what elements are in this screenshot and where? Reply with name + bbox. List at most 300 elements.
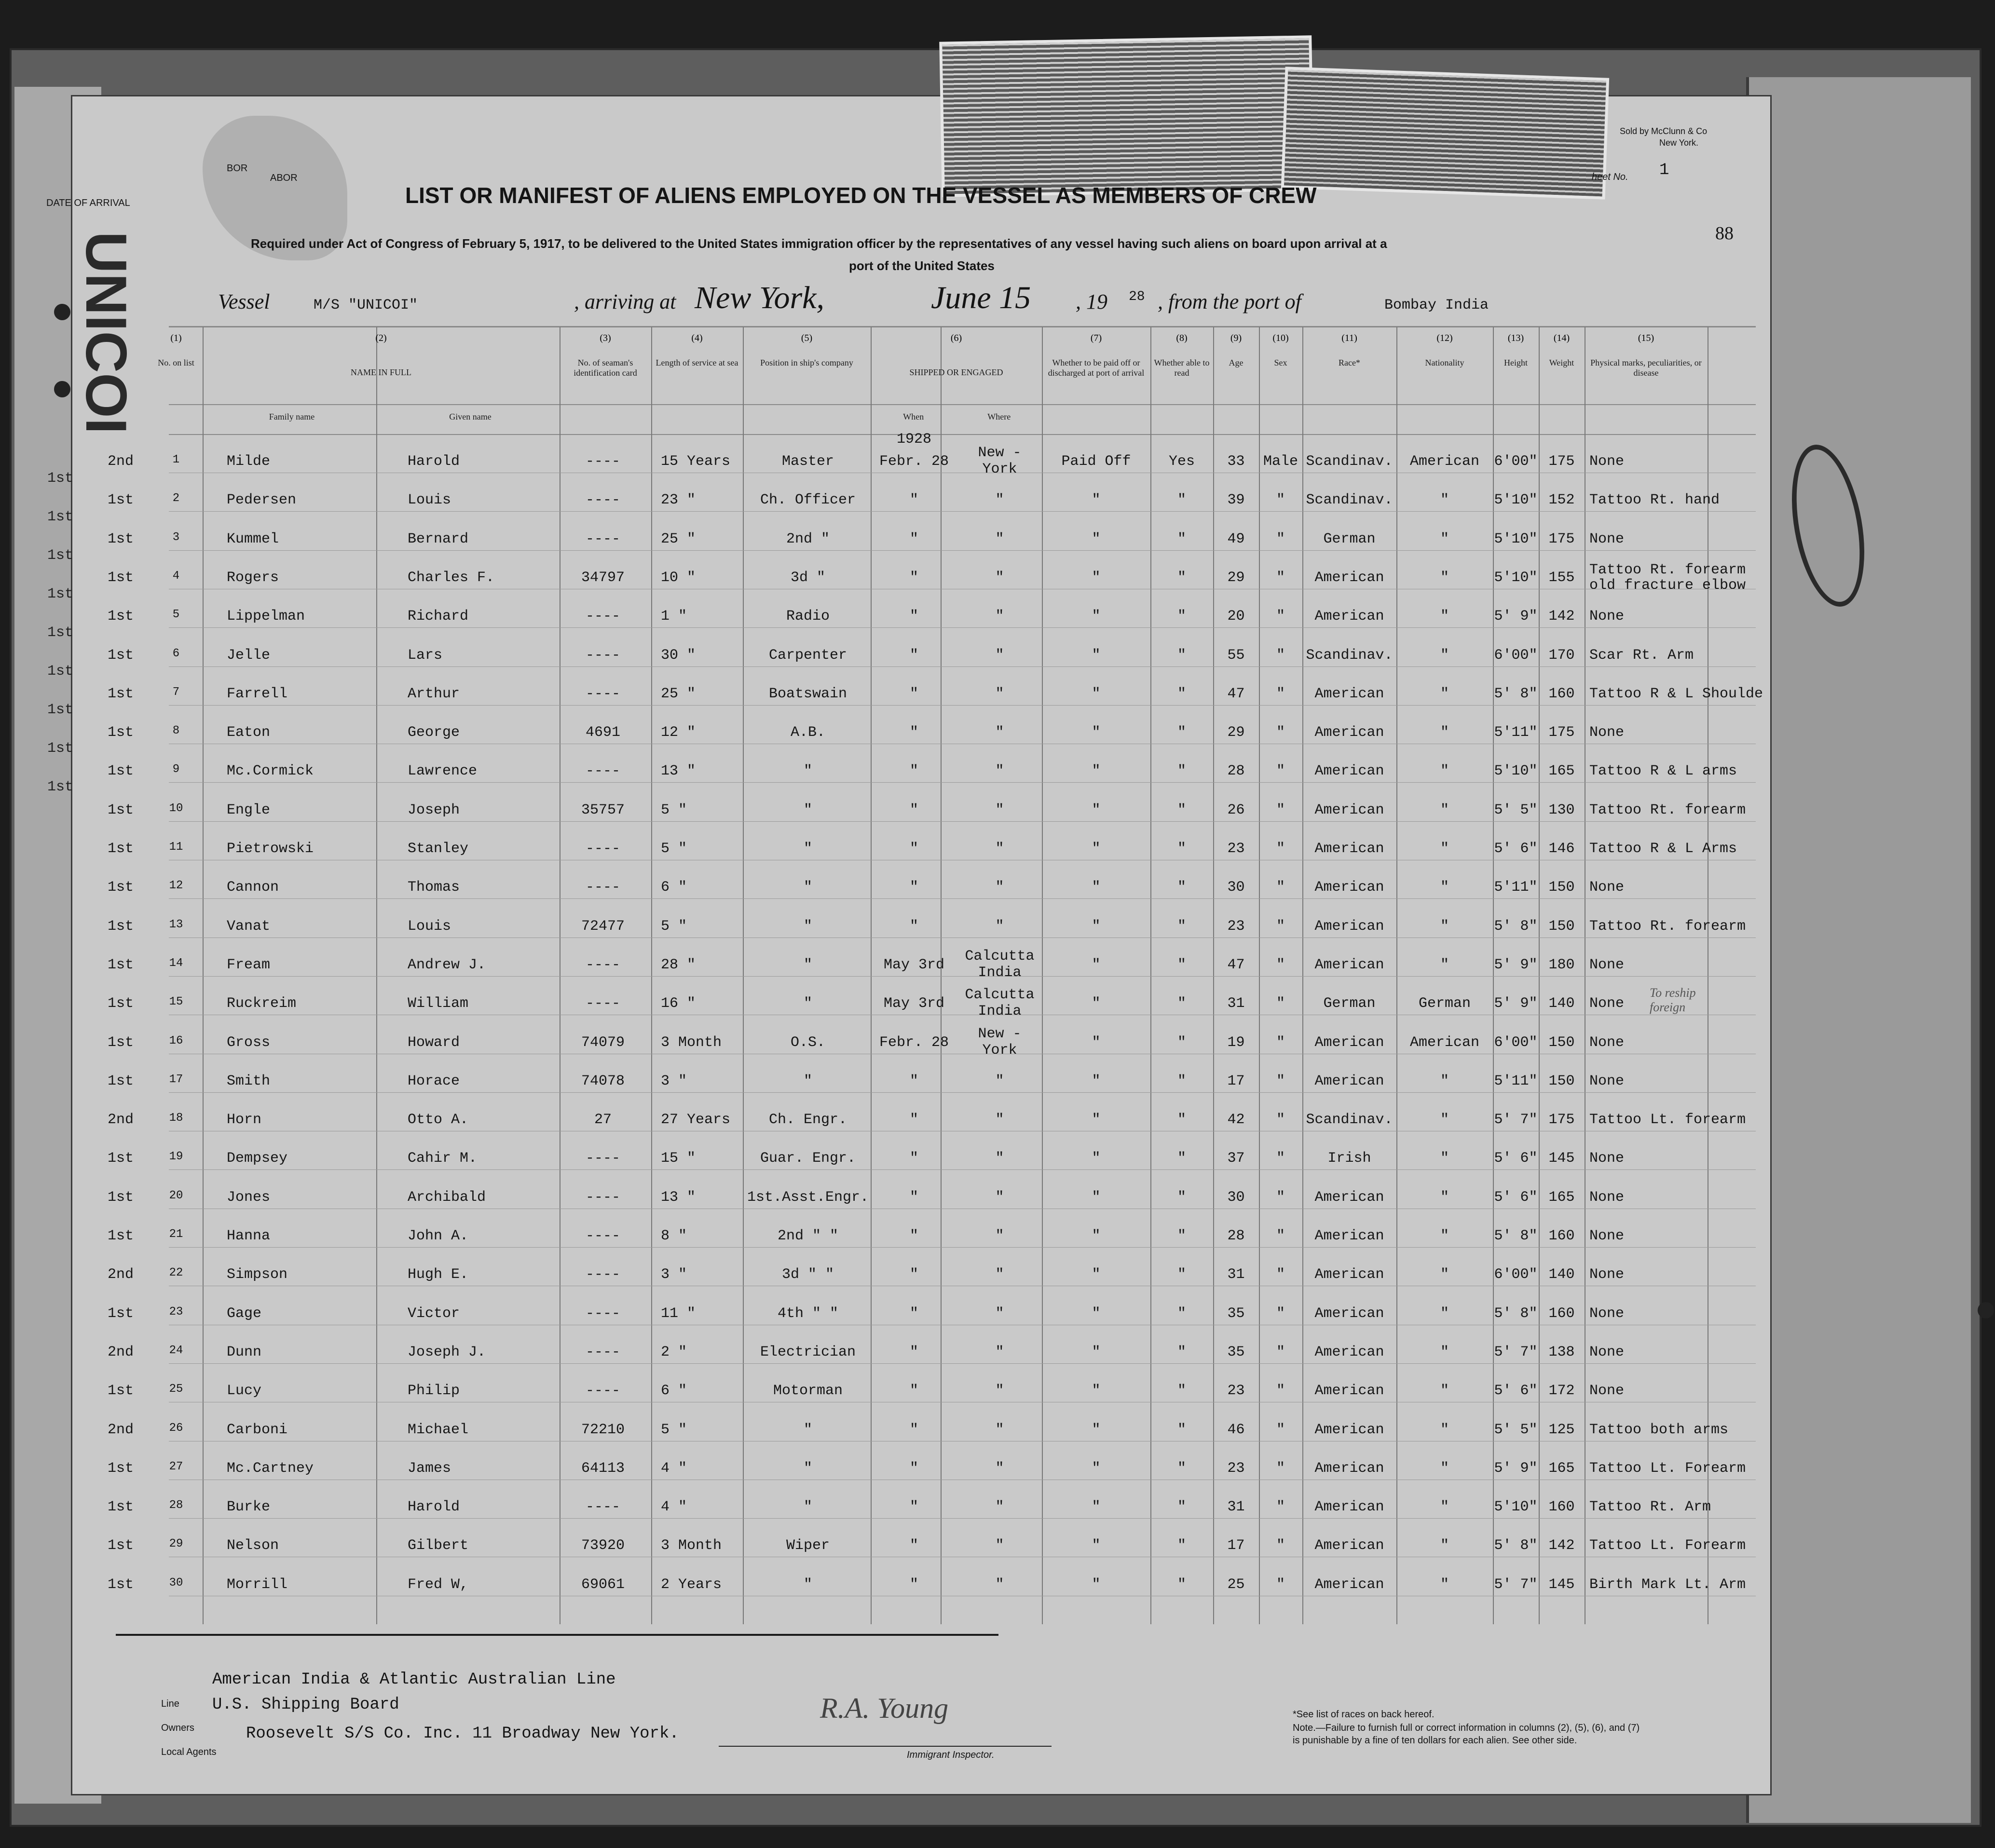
cell-when: "	[909, 1344, 918, 1360]
cell-where: "	[995, 1576, 1004, 1593]
cell-where: "	[995, 1266, 1004, 1283]
cell-weight: 138	[1548, 1344, 1575, 1360]
cell-position: 4th " "	[777, 1305, 839, 1322]
cell-given: Archibald	[408, 1189, 486, 1206]
cell-where: "	[995, 1344, 1004, 1360]
cell-nat: "	[1440, 802, 1449, 818]
cell-age: 23	[1227, 841, 1245, 857]
cell-marks: None	[1589, 995, 1625, 1012]
cell-sex: "	[1276, 763, 1285, 780]
subtitle-line-2: port of the United States	[849, 258, 995, 273]
from-port: Bombay India	[1384, 297, 1489, 313]
cell-weight: 165	[1548, 763, 1575, 780]
cell-race: American	[1314, 608, 1384, 625]
cell-position: "	[803, 802, 812, 818]
cell-position: "	[803, 763, 812, 780]
column-header: Age	[1229, 358, 1243, 367]
column-subheader: When	[903, 412, 924, 421]
cell-sex: "	[1276, 530, 1285, 547]
cell-height: 5'10"	[1494, 569, 1538, 586]
cell-no: 21	[169, 1228, 183, 1241]
cell-card: 34797	[581, 569, 625, 586]
cell-card: ----	[585, 530, 620, 547]
cell-service: 5 "	[661, 841, 687, 857]
cell-sex: "	[1276, 1537, 1285, 1554]
cell-where: "	[995, 1112, 1004, 1128]
cell-given: Fred W,	[408, 1576, 469, 1593]
cell-nat: "	[1440, 1112, 1449, 1128]
cell-paid: "	[1092, 918, 1101, 935]
cell-weight: 130	[1548, 802, 1575, 818]
cell-sex: "	[1276, 1344, 1285, 1360]
cell-when: "	[909, 802, 918, 818]
newspaper-clipping	[939, 35, 1314, 197]
adjacent-class-label: 1st	[47, 663, 74, 679]
cell-card: ----	[585, 1150, 620, 1167]
cell-nat: "	[1440, 1228, 1449, 1244]
cell-age: 29	[1227, 724, 1245, 741]
cell-family: Jelle	[227, 647, 271, 664]
cell-nat: "	[1440, 724, 1449, 741]
cell-marks: Birth Mark Lt. Arm	[1589, 1576, 1746, 1593]
cell-age: 49	[1227, 530, 1245, 547]
cell-race: Scandinav.	[1306, 492, 1393, 509]
cell-given: George	[408, 724, 460, 741]
cell-paid: "	[1092, 530, 1101, 547]
cell-read: "	[1177, 724, 1186, 741]
agents-label: Local Agents	[161, 1747, 217, 1757]
cell-read: "	[1177, 879, 1186, 896]
cell-no: 7	[172, 685, 180, 699]
cell-card: 72210	[581, 1421, 625, 1438]
cell-race: American	[1314, 1344, 1384, 1360]
cell-service: 30 "	[661, 647, 696, 664]
cell-card: ----	[585, 492, 620, 509]
cell-given: Harold	[408, 453, 460, 470]
cell-sex: "	[1276, 724, 1285, 741]
cell-weight: 150	[1548, 1034, 1575, 1051]
row-rule	[169, 821, 1756, 822]
cell-height: 5' 9"	[1494, 1460, 1538, 1477]
column-header: Sex	[1274, 358, 1287, 367]
cell-nat: "	[1440, 530, 1449, 547]
cell-service: 15 "	[661, 1150, 696, 1167]
page-title: LIST OR MANIFEST OF ALIENS EMPLOYED ON THE VESSEL AS MEMBERS OF CREW	[405, 183, 1317, 208]
cell-marks: Tattoo Rt. forearm	[1589, 918, 1746, 935]
cell-nat: American	[1409, 453, 1480, 470]
cell-card: ----	[585, 1228, 620, 1244]
cell-position: "	[803, 956, 812, 973]
cell-when: "	[909, 724, 918, 741]
cell-family: Carboni	[227, 1421, 288, 1438]
row-rule	[169, 976, 1756, 977]
column-number: (14)	[1553, 333, 1570, 343]
cell-family: Fream	[227, 956, 271, 973]
cell-card: ----	[585, 1189, 620, 1206]
cell-position: Guar. Engr.	[760, 1150, 856, 1167]
cell-service: 5 "	[661, 1421, 687, 1438]
cell-service: 28 "	[661, 956, 696, 973]
cell-marks: None	[1589, 879, 1625, 896]
cell-read: "	[1177, 956, 1186, 973]
cell-marks: Tattoo Lt. Forearm	[1589, 1460, 1746, 1477]
cell-weight: 160	[1548, 685, 1575, 702]
cell-race: Scandinav.	[1306, 647, 1393, 664]
cell-where: "	[995, 1421, 1004, 1438]
cell-where2: York	[982, 461, 1017, 477]
column-header: Whether to be paid off or discharged at port of arrival	[1048, 358, 1145, 378]
cell-cls: 1st	[107, 647, 134, 664]
cell-sex: "	[1276, 647, 1285, 664]
cell-position: "	[803, 1421, 812, 1438]
cell-cls: 1st	[107, 1460, 134, 1477]
column-header: Nationality	[1425, 358, 1464, 367]
cell-card: 64113	[581, 1460, 625, 1477]
cell-no: 23	[169, 1305, 183, 1318]
cell-position: Carpenter	[768, 647, 847, 664]
cell-cls: 1st	[107, 918, 134, 935]
column-subheader: Given name	[449, 412, 492, 421]
cell-marks: Tattoo both arms	[1589, 1421, 1729, 1438]
cell-sex: "	[1276, 1305, 1285, 1322]
row-rule	[169, 511, 1756, 512]
cell-position: "	[803, 841, 812, 857]
cell-height: 5' 5"	[1494, 1421, 1538, 1438]
cell-race: American	[1314, 1383, 1384, 1400]
column-number: (13)	[1507, 333, 1524, 343]
cell-when: "	[909, 1305, 918, 1322]
cell-given: Harold	[408, 1499, 460, 1516]
cell-card: ----	[585, 1499, 620, 1516]
column-header: Weight	[1549, 358, 1574, 367]
cell-when: "	[909, 1499, 918, 1516]
cell-given: Philip	[408, 1383, 460, 1400]
cell-when: "	[909, 879, 918, 896]
cell-paid: "	[1092, 1499, 1101, 1516]
cell-service: 10 "	[661, 569, 696, 586]
cell-height: 5'10"	[1494, 492, 1538, 509]
cell-family: Burke	[227, 1499, 271, 1516]
column-number: (8)	[1176, 333, 1188, 343]
cell-given: Joseph J.	[408, 1344, 486, 1360]
cell-marks: None	[1589, 1344, 1625, 1360]
cell-when: May 3rd	[883, 956, 945, 973]
cell-height: 5'11"	[1494, 1073, 1538, 1089]
sold-by-city: New York.	[1659, 138, 1699, 148]
cell-age: 23	[1227, 1383, 1245, 1400]
column-number: (15)	[1638, 333, 1654, 343]
cell-family: Mc.Cartney	[227, 1460, 314, 1477]
cell-cls: 2nd	[107, 1344, 134, 1360]
cell-family: Dempsey	[227, 1150, 288, 1167]
cell-weight: 175	[1548, 1112, 1575, 1128]
cell-read: "	[1177, 530, 1186, 547]
adjacent-class-label: 1st	[47, 586, 74, 602]
cell-position: Wiper	[786, 1537, 830, 1554]
cell-family: Vanat	[227, 918, 271, 935]
cell-read: "	[1177, 569, 1186, 586]
cell-weight: 150	[1548, 1073, 1575, 1089]
arrival-date: June 15	[931, 280, 1031, 315]
header-bottom-rule	[169, 434, 1756, 435]
column-header: No. of seaman's identification card	[574, 358, 637, 378]
line-label: Line	[161, 1699, 179, 1709]
cell-service: 5 "	[661, 802, 687, 818]
cell-where2: York	[982, 1042, 1017, 1059]
cell-where: "	[995, 724, 1004, 741]
cell-family: Gage	[227, 1305, 262, 1322]
cell-read: "	[1177, 1499, 1186, 1516]
column-header: Physical marks, peculiarities, or disease	[1590, 358, 1702, 378]
cell-sex: "	[1276, 608, 1285, 625]
cell-family: Milde	[227, 453, 271, 470]
cell-where: "	[995, 802, 1004, 818]
cell-cls: 1st	[107, 1383, 134, 1400]
cell-paid: Paid Off	[1061, 453, 1131, 470]
cell-race: American	[1314, 1305, 1384, 1322]
cell-card: ----	[585, 685, 620, 702]
cell-weight: 180	[1548, 956, 1575, 973]
cell-nat: "	[1440, 569, 1449, 586]
cell-service: 3 Month	[661, 1537, 722, 1554]
cell-service: 4 "	[661, 1499, 687, 1516]
date-of-arrival-label: DATE OF ARRIVAL	[46, 198, 130, 208]
cell-nat: "	[1440, 1460, 1449, 1477]
cell-age: 20	[1227, 608, 1245, 625]
cell-marks2: old fracture elbow	[1589, 577, 1746, 594]
column-header: Position in ship's company	[760, 358, 853, 367]
cell-race: Scandinav.	[1306, 453, 1393, 470]
cell-sex: "	[1276, 1421, 1285, 1438]
cell-paid: "	[1092, 1150, 1101, 1167]
cell-weight: 172	[1548, 1383, 1575, 1400]
cell-nat: "	[1440, 1344, 1449, 1360]
cell-weight: 146	[1548, 841, 1575, 857]
cell-marks: Tattoo Lt. Forearm	[1589, 1537, 1746, 1554]
adjacent-class-label: 1st	[47, 509, 74, 525]
cell-no: 25	[169, 1383, 183, 1396]
cell-height: 5' 8"	[1494, 1228, 1538, 1244]
cell-given: Stanley	[408, 841, 469, 857]
cell-read: "	[1177, 1344, 1186, 1360]
column-header: Height	[1504, 358, 1528, 367]
cell-height: 5' 6"	[1494, 1189, 1538, 1206]
cell-family: Pedersen	[227, 492, 297, 509]
cell-service: 27 Years	[661, 1112, 731, 1128]
note-races: *See list of races on back hereof.	[1293, 1709, 1435, 1720]
cell-read: "	[1177, 802, 1186, 818]
cell-where: "	[995, 647, 1004, 664]
cell-paid: "	[1092, 1073, 1101, 1089]
cell-when: "	[909, 530, 918, 547]
cell-when: "	[909, 1383, 918, 1400]
vessel-name: M/S "UNICOI"	[314, 297, 418, 313]
cell-card: ----	[585, 1383, 620, 1400]
cell-age: 25	[1227, 1576, 1245, 1593]
cell-when: "	[909, 918, 918, 935]
punch-hole	[54, 381, 70, 397]
cell-paid: "	[1092, 647, 1101, 664]
cell-race: American	[1314, 763, 1384, 780]
cell-position: Motorman	[773, 1383, 843, 1400]
cell-card: ----	[585, 879, 620, 896]
cell-weight: 152	[1548, 492, 1575, 509]
cell-position: 2nd "	[786, 530, 830, 547]
cell-sex: "	[1276, 956, 1285, 973]
cell-card: 4691	[585, 724, 620, 741]
agents-value: Roosevelt S/S Co. Inc. 11 Broadway New York.	[246, 1725, 679, 1743]
note-line-1: Note.—Failure to furnish full or correct information in columns (2), (5), (6), and (7)	[1293, 1723, 1640, 1733]
cell-weight: 150	[1548, 918, 1575, 935]
cell-paid: "	[1092, 1344, 1101, 1360]
cell-paid: "	[1092, 1189, 1101, 1206]
cell-sex: "	[1276, 1383, 1285, 1400]
cell-when: Febr. 28	[879, 453, 949, 470]
cell-where: "	[995, 1073, 1004, 1089]
cell-no: 26	[169, 1421, 183, 1435]
cell-given: Bernard	[408, 530, 469, 547]
column-header: Race*	[1339, 358, 1360, 367]
cell-when: "	[909, 569, 918, 586]
cell-marks: None	[1589, 1228, 1625, 1244]
cell-sex: "	[1276, 492, 1285, 509]
cell-weight: 165	[1548, 1460, 1575, 1477]
cell-cls: 1st	[107, 492, 134, 509]
cell-height: 5' 8"	[1494, 1537, 1538, 1554]
cell-service: 25 "	[661, 685, 696, 702]
adjacent-class-label: 1st	[47, 625, 74, 641]
column-number: (3)	[600, 333, 611, 343]
row-rule	[169, 1363, 1756, 1364]
column-header: Length of service at sea	[656, 358, 738, 367]
cell-cls: 1st	[107, 1576, 134, 1593]
cell-family: Kummel	[227, 530, 279, 547]
cell-sex: "	[1276, 918, 1285, 935]
row-rule	[169, 550, 1756, 551]
note-line-2: is punishable by a fine of ten dollars for each alien. See other side.	[1293, 1735, 1577, 1746]
cell-service: 5 "	[661, 918, 687, 935]
cell-no: 13	[169, 918, 183, 931]
cell-paid: "	[1092, 763, 1101, 780]
cell-where: "	[995, 1189, 1004, 1206]
cell-age: 30	[1227, 1189, 1245, 1206]
cell-weight: 142	[1548, 608, 1575, 625]
cell-cls: 1st	[107, 1073, 134, 1089]
cell-read: "	[1177, 841, 1186, 857]
column-number: (7)	[1090, 333, 1102, 343]
cell-no: 27	[169, 1460, 183, 1473]
cell-marks: None	[1589, 724, 1625, 741]
cell-given: Horace	[408, 1073, 460, 1089]
cell-where: "	[995, 879, 1004, 896]
cell-age: 17	[1227, 1537, 1245, 1554]
cell-weight: 140	[1548, 995, 1575, 1012]
cell-when: "	[909, 1537, 918, 1554]
cell-weight: 140	[1548, 1266, 1575, 1283]
cell-card: 27	[594, 1112, 612, 1128]
cell-height: 5' 7"	[1494, 1344, 1538, 1360]
cell-marks: Tattoo Rt. forearm	[1589, 802, 1746, 818]
arrival-year: 28	[1129, 289, 1145, 304]
cell-service: 13 "	[661, 1189, 696, 1206]
cell-marks: None	[1589, 1034, 1625, 1051]
header-rule	[169, 404, 1756, 405]
cell-no: 2	[172, 492, 180, 505]
cell-family: Morrill	[227, 1576, 288, 1593]
cell-weight: 142	[1548, 1537, 1575, 1554]
cell-age: 35	[1227, 1344, 1245, 1360]
adjacent-class-label: 1st	[47, 702, 74, 718]
cell-sex: "	[1276, 879, 1285, 896]
cell-where: "	[995, 763, 1004, 780]
cell-no: 8	[172, 724, 180, 738]
cell-read: "	[1177, 763, 1186, 780]
cell-when: May 3rd	[883, 995, 945, 1012]
cell-paid: "	[1092, 1112, 1101, 1128]
cell-where: "	[995, 1383, 1004, 1400]
cell-age: 17	[1227, 1073, 1245, 1089]
cell-race: American	[1314, 724, 1384, 741]
cell-age: 28	[1227, 763, 1245, 780]
column-subheader: Family name	[269, 412, 315, 421]
cell-sex: "	[1276, 1460, 1285, 1477]
cell-no: 22	[169, 1266, 183, 1280]
column-header: No. on list	[158, 358, 194, 367]
cell-sex: "	[1276, 841, 1285, 857]
cell-weight: 145	[1548, 1150, 1575, 1167]
cell-read: "	[1177, 1150, 1186, 1167]
cell-race: American	[1314, 918, 1384, 935]
cell-cls: 2nd	[107, 453, 134, 470]
cell-family: Engle	[227, 802, 271, 818]
cell-card: ----	[585, 1344, 620, 1360]
cell-age: 30	[1227, 879, 1245, 896]
cell-where: "	[995, 530, 1004, 547]
cell-age: 46	[1227, 1421, 1245, 1438]
cell-family: Mc.Cormick	[227, 763, 314, 780]
cell-nat: "	[1440, 1305, 1449, 1322]
column-number: (11)	[1341, 333, 1357, 343]
cell-sex: "	[1276, 1576, 1285, 1593]
cell-when: "	[909, 647, 918, 664]
row-rule	[169, 782, 1756, 783]
cell-height: 5'10"	[1494, 1499, 1538, 1516]
page-number: 88	[1715, 223, 1734, 244]
cell-position: "	[803, 1460, 812, 1477]
cell-race: American	[1314, 879, 1384, 896]
cell-no: 10	[169, 802, 183, 815]
cell-family: Rogers	[227, 569, 279, 586]
cell-service: 3 Month	[661, 1034, 722, 1051]
cell-family: Dunn	[227, 1344, 262, 1360]
cell-marks: Tattoo R & L Shoulde	[1589, 685, 1763, 702]
cell-height: 5' 8"	[1494, 918, 1538, 935]
cell-age: 28	[1227, 1228, 1245, 1244]
cell-where2: India	[978, 964, 1022, 981]
column-number: (5)	[801, 333, 813, 343]
cell-nat: "	[1440, 608, 1449, 625]
cell-read: "	[1177, 1266, 1186, 1283]
cell-when: "	[909, 1421, 918, 1438]
cell-when: "	[909, 1228, 918, 1244]
cell-height: 6'00"	[1494, 647, 1538, 664]
cell-where: "	[995, 1537, 1004, 1554]
cell-age: 23	[1227, 1460, 1245, 1477]
column-number: (6)	[950, 333, 962, 343]
cell-race: American	[1314, 685, 1384, 702]
row-rule	[169, 1092, 1756, 1093]
cell-paid: "	[1092, 1305, 1101, 1322]
